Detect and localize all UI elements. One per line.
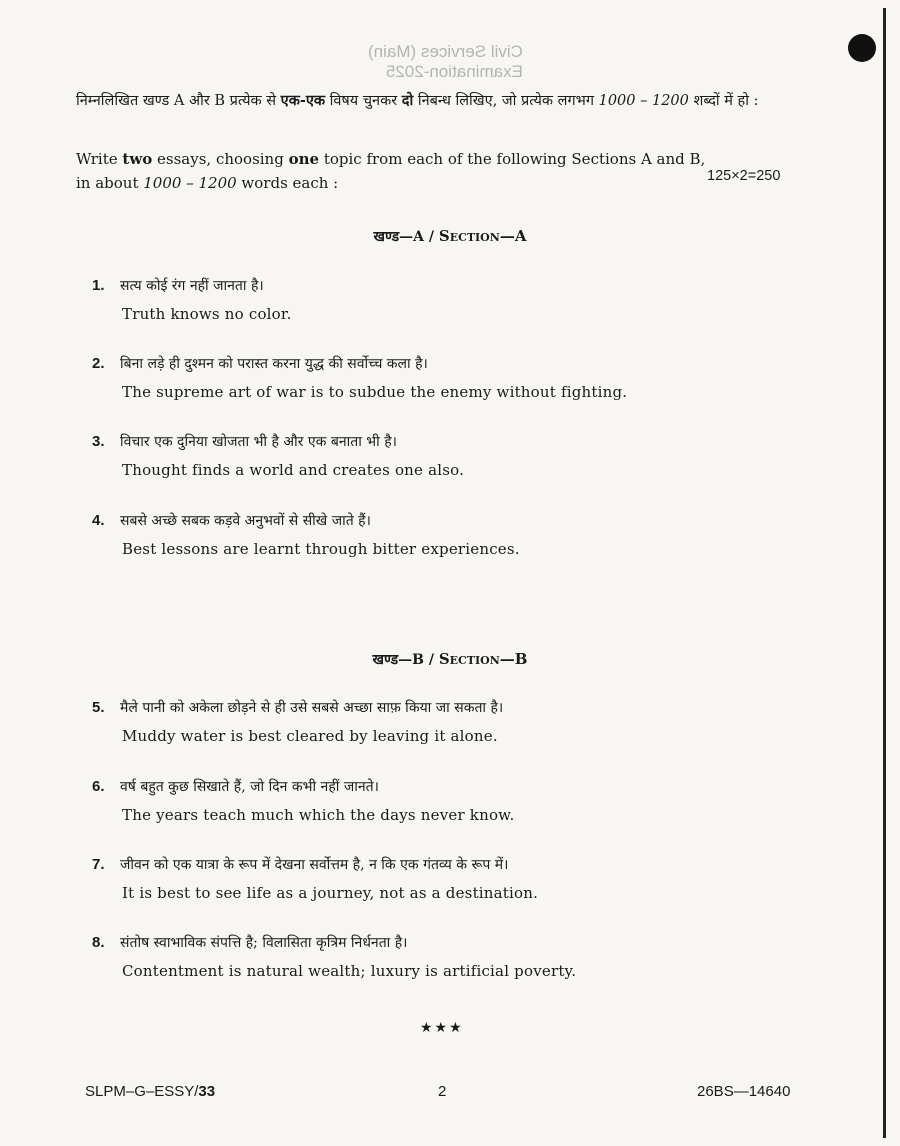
english-instruction [76,147,776,195]
paper-code-number: 33 [198,1083,216,1100]
hindi-instr-text-2: विषय चुनकर [325,93,402,109]
hindi-instr-bold-2: दो [401,92,414,109]
page-number: 2 [438,1083,447,1100]
eng-instr-bold-2: one [288,150,320,168]
hindi-instr-word-range: 1000 – 1200 [598,93,689,109]
question-hindi: सत्य कोई रंग नहीं जानता है। [120,278,264,294]
page-edge-line [883,8,886,1138]
question-english: Best lessons are learnt through bitter experiences. [122,540,520,558]
hindi-instr-bold-1: एक-एक [280,92,325,109]
question-hindi: जीवन को एक यात्रा के रूप में देखना सर्वोत्तम है, न कि एक गंतव्य के रूप में। [120,857,509,873]
eng-instr-text-4: in about [76,174,144,192]
booklet-reference: 26BS—14640 [697,1083,791,1100]
question-number: 5. [92,699,105,716]
question-number: 4. [92,512,105,529]
end-of-questions-stars: ★★★ [420,1020,464,1036]
paper-code [85,1083,215,1100]
eng-instr-text-5: words each : [236,174,339,192]
section-b-english: Section—B [438,650,528,668]
question-english: Contentment is natural wealth; luxury is artificial poverty. [122,962,577,980]
bleed-line-2: Examination-2025 [385,62,523,81]
question-number: 7. [92,856,105,873]
question-number: 3. [92,433,105,450]
question-english: Thought finds a world and creates one also. [122,461,465,479]
question-english: The years teach much which the days never know. [122,806,515,824]
question-number: 6. [92,778,105,795]
question-english: It is best to see life as a journey, not as a destination. [122,884,539,902]
question-number: 8. [92,934,105,951]
eng-instr-text-3: topic from each of the following Sections A and B, [319,150,706,168]
hindi-instr-text-3: निबन्ध लिखिए, जो प्रत्येक लगभग [413,93,599,109]
bleed-line-1: Civil Services (Main) [368,42,523,61]
question-hindi: सबसे अच्छे सबक कड़वे अनुभवों से सीखे जाते हैं। [120,513,371,529]
question-number: 2. [92,355,105,372]
question-hindi: बिना लड़े ही दुश्मन को परास्त करना युद्ध की सर्वोच्च कला है। [120,356,428,372]
section-a-english: Section—A [438,227,527,245]
question-hindi: वर्ष बहुत कुछ सिखाते हैं, जो दिन कभी नहीं जानते। [120,779,379,795]
question-english: Truth knows no color. [122,305,292,323]
hindi-instr-text-1: निम्नलिखित खण्ड A और B प्रत्येक से [76,93,281,109]
hindi-instruction [76,88,776,114]
section-b-heading [0,650,900,669]
eng-instr-word-range: 1000 – 1200 [143,174,237,192]
section-a-heading [0,227,900,246]
eng-instr-text-2: essays, choosing [152,150,289,168]
question-english: The supreme art of war is to subdue the enemy without fighting. [122,383,628,401]
punch-hole-mark [848,34,876,62]
bleed-through-text [368,42,523,82]
eng-instr-bold-1: two [122,150,153,168]
section-b-hindi: खण्ड—B / [372,652,439,668]
question-english: Muddy water is best cleared by leaving it alone. [122,727,498,745]
hindi-instr-text-4: शब्दों में हो : [688,93,759,109]
question-hindi: संतोष स्वाभाविक संपत्ति है; विलासिता कृत्रिम निर्धनता है। [120,935,408,951]
section-a-hindi: खण्ड—A / [373,229,439,245]
eng-instr-text-1: Write [76,150,123,168]
question-hindi: विचार एक दुनिया खोजता भी है और एक बनाता भी है। [120,434,397,450]
question-number: 1. [92,277,105,294]
marks-allocation: 125×2=250 [707,168,781,184]
question-hindi: मैले पानी को अकेला छोड़ने से ही उसे सबसे अच्छा साफ़ किया जा सकता है। [120,700,504,716]
paper-code-prefix: SLPM–G–ESSY/ [85,1083,199,1100]
